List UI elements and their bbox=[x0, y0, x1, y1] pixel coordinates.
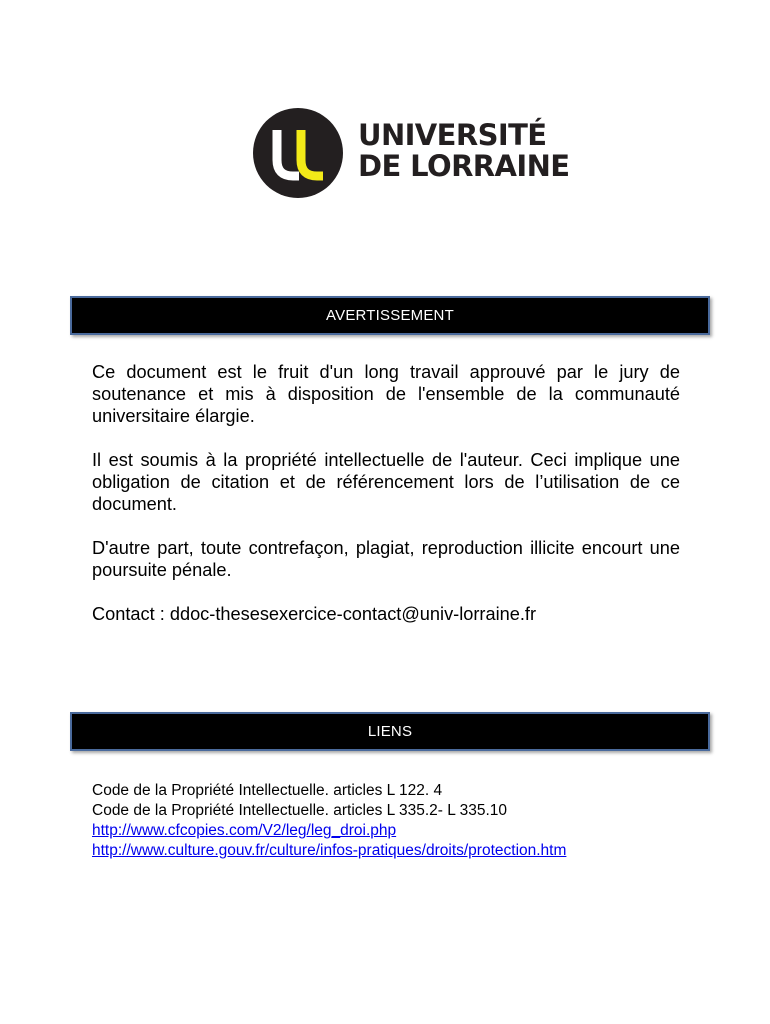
law-reference: Code de la Propriété Intellectuelle. articles L 122. 4 bbox=[92, 782, 443, 799]
logo-wordmark bbox=[358, 120, 569, 182]
cfcopies-link[interactable]: http://www.cfcopies.com/V2/leg/leg_droi.php bbox=[92, 822, 397, 839]
link-item bbox=[92, 841, 712, 861]
notice-paragraph: D'autre part, toute contrefaçon, plagiat, reproduction illicite encourt une poursuite pénale. bbox=[92, 538, 680, 580]
notice-paragraph: Il est soumis à la propriété intellectuelle de l'auteur. Ceci implique une obligation de citation et de référencement lors de l’utilisation de ce document. bbox=[92, 450, 680, 514]
warning-heading: AVERTISSEMENT bbox=[326, 307, 454, 324]
links-list bbox=[92, 781, 712, 861]
links-heading-bar bbox=[70, 712, 710, 751]
link-item bbox=[92, 821, 712, 841]
contact-line: Contact : ddoc-thesesexercice-contact@univ-lorraine.fr bbox=[92, 604, 537, 624]
warning-notice bbox=[92, 361, 680, 647]
university-logo bbox=[253, 108, 570, 200]
logo-line-2: DE LORRAINE bbox=[358, 149, 570, 183]
warning-heading-bar bbox=[70, 296, 710, 335]
notice-paragraph: Ce document est le fruit d'un long travail approuvé par le jury de soutenance et mis à disposition de l'ensemble de la communauté universitaire élargie. bbox=[92, 362, 680, 426]
law-reference: Code de la Propriété Intellectuelle. articles L 335.2- L 335.10 bbox=[92, 802, 508, 819]
logo-line-1: UNIVERSITÉ bbox=[358, 118, 547, 152]
ul-logo-icon bbox=[253, 108, 343, 198]
links-heading: LIENS bbox=[367, 723, 413, 740]
culture-gouv-link[interactable]: http://www.culture.gouv.fr/culture/infos-pratiques/droits/protection.htm bbox=[92, 842, 567, 859]
